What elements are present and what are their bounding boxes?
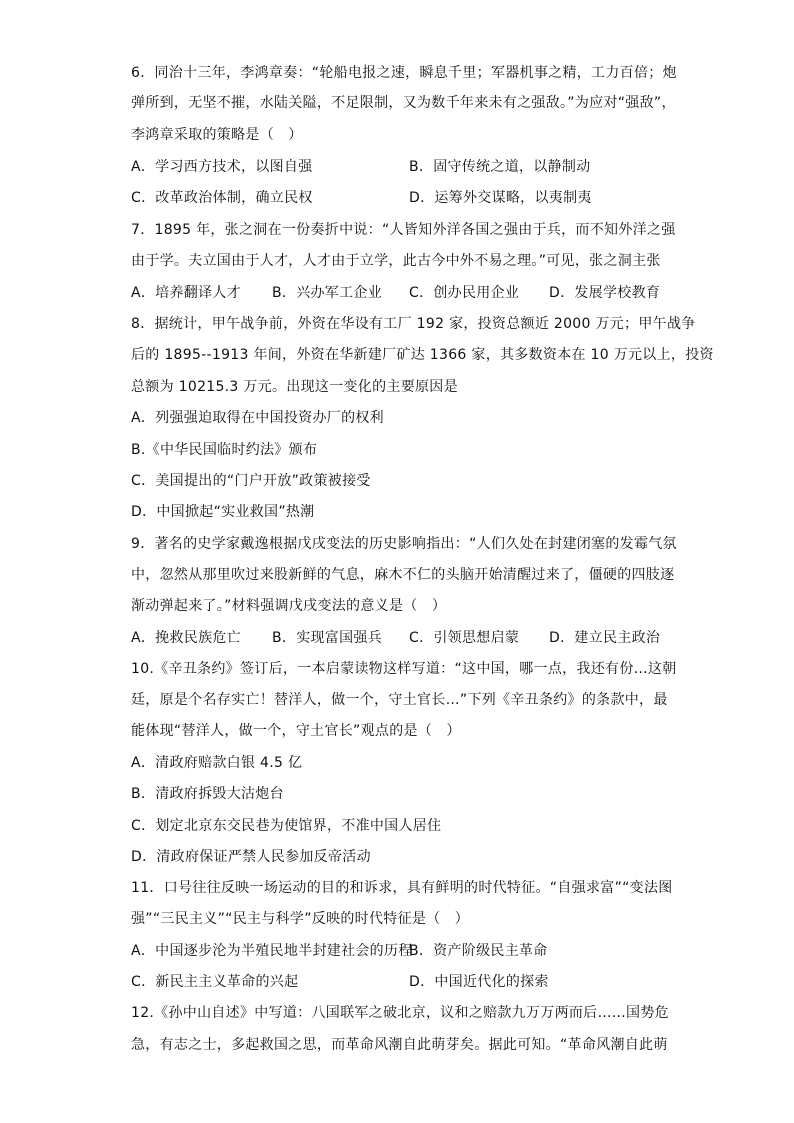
q11-option-d: D．中国近代化的探索 [409,974,549,990]
q8-line-3: 总额为 10215.3 万元。出现这一变化的主要原因是 [131,379,458,395]
q6-line-1: 6．同治十三年，李鸿章奏：“轮船电报之速，瞬息千里；军器机事之精，工力百倍；炮 [131,65,677,81]
q10-line-3: 能体现“替洋人，做一个，守土官长”观点的是（ ） [131,723,461,739]
q11-line-1: 11．口号往往反映一场运动的目的和诉求，具有鲜明的时代特征。“自强求富”“变法图 [131,880,673,896]
q8-option-a: A．列强强迫取得在中国投资办厂的权利 [131,410,384,426]
q8-option-b: B.《中华民国临时约法》颁布 [131,442,318,458]
q10-option-b: B．清政府拆毁大沽炮台 [131,786,284,802]
q10-option-c: C．划定北京东交民巷为使馆界，不准中国人居住 [131,818,442,834]
q9-line-3: 渐动弹起来了。”材料强调戊戌变法的意义是（ ） [131,598,447,614]
q9-option-c: C．引领思想启蒙 [409,630,520,646]
q6-option-b: B．固守传统之道，以静制动 [409,159,591,175]
q10-option-d: D．清政府保证严禁人民参加反帝活动 [131,849,371,865]
q11-option-a: A．中国逐步沦为半殖民地半封建社会的历程 [131,943,413,959]
q7-option-a: A．培养翻译人才 [131,285,241,301]
q9-line-1: 9．著名的史学家戴逸根据戊戌变法的历史影响指出：“人们久处在封建闭塞的发霉气氛 [131,536,677,552]
q8-option-c: C．美国提出的“门户开放”政策被接受 [131,473,371,489]
q6-option-a: A．学习西方技术，以图自强 [131,159,313,175]
q10-line-2: 廷，原是个名存实亡！替洋人，做一个，守土官长…”下列《辛丑条约》的条款中，最 [131,692,668,708]
q7-option-c: C．创办民用企业 [409,285,520,301]
q11-option-b: B．资产阶级民主革命 [409,943,548,959]
q11-option-c: C．新民主主义革命的兴起 [131,974,299,990]
q7-line-1: 7．1895 年，张之洞在一份奏折中说：“人皆知外洋各国之强由于兵，而不知外洋之强 [131,222,676,238]
q9-line-2: 中，忽然从那里吹过来股新鲜的气息，麻木不仁的头脑开始清醒过来了，僵硬的四肢逐 [131,567,675,583]
q8-line-1: 8．据统计，甲午战争前，外资在华设有工厂 192 家，投资总额近 2000 万元；甲午战争 [131,316,696,332]
q9-option-b: B．实现富国强兵 [272,630,383,646]
q9-option-d: D．建立民主政治 [549,630,661,646]
q7-option-d: D．发展学校教育 [549,285,661,301]
q7-option-b: B．兴办军工企业 [272,285,383,301]
q10-option-a: A．清政府赔款白银 4.5 亿 [131,755,303,771]
q6-line-2: 弹所到，无坚不摧，水陆关隘，不足限制，又为数千年来未有之强敌。”为应对“强敌”， [131,95,676,111]
q12-line-1: 12.《孙中山自述》中写道：八国联军之破北京，议和之赔款九万万两而后……国势危 [131,1005,669,1021]
q12-line-2: 急，有志之士，多起救国之思，而革命风潮自此萌芽矣。据此可知。“革命风潮自此萌 [131,1037,668,1053]
q10-line-1: 10.《辛丑条约》签订后，一本启蒙读物这样写道：“这中国，哪一点，我还有份…这朝 [131,661,677,677]
q9-option-a: A．挽救民族危亡 [131,630,241,646]
q11-line-2: 强”“三民主义”“民主与科学”反映的时代特征是（ ） [131,911,470,927]
q6-line-3: 李鸿章采取的策略是（ ） [131,127,303,143]
q8-option-d: D．中国掀起“实业救国”热潮 [131,504,315,520]
q7-line-2: 由于学。夫立国由于人才，人才由于立学，此古今中外不易之理。”可见，张之洞主张 [131,253,661,269]
q8-line-2: 后的 1895--1913 年间，外资在华新建厂矿达 1366 家，其多数资本在 10 万元以上，投资 [131,347,714,363]
q6-option-d: D．运筹外交谋略，以夷制夷 [409,190,592,206]
q6-option-c: C．改革政治体制，确立民权 [131,190,313,206]
